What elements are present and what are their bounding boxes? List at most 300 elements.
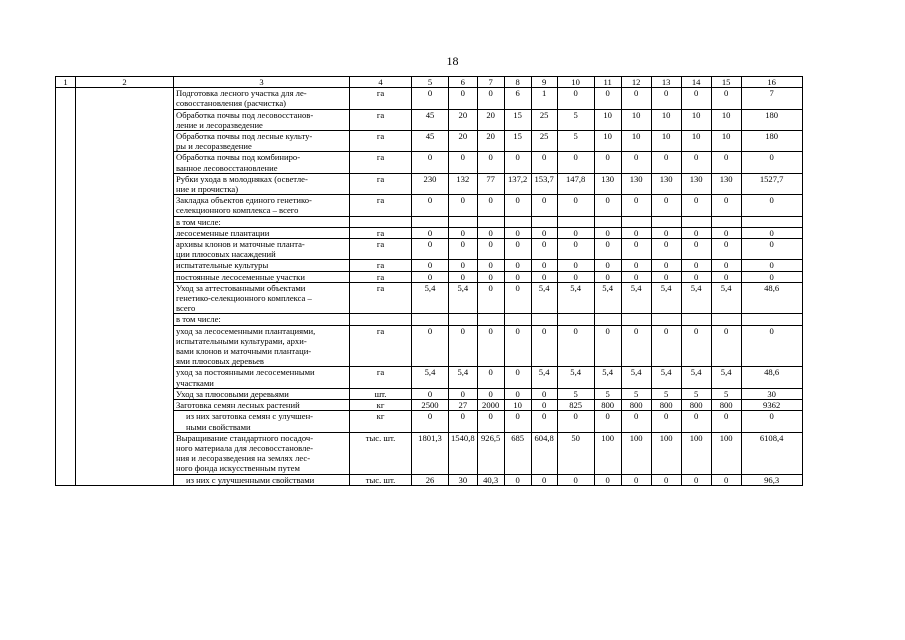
row-value: 10 xyxy=(651,131,681,152)
row-value: 5 xyxy=(621,388,651,399)
row-value: 0 xyxy=(412,195,449,216)
row-value: 0 xyxy=(621,152,651,173)
row-value: 0 xyxy=(651,271,681,282)
row-total: 96,3 xyxy=(741,474,802,485)
row-value: 10 xyxy=(711,131,741,152)
row-value: 0 xyxy=(711,88,741,109)
row-value: 0 xyxy=(531,152,557,173)
row-label: Обработка почвы под лесные культу- ры и лесоразведение xyxy=(174,131,350,152)
row-value: 0 xyxy=(711,239,741,260)
row-value: 0 xyxy=(621,474,651,485)
row-value: 800 xyxy=(621,400,651,411)
row-value: 0 xyxy=(594,325,621,367)
row-value: 0 xyxy=(557,152,594,173)
row-value: 5,4 xyxy=(681,367,711,388)
column-number: 5 xyxy=(412,77,449,88)
row-value: 0 xyxy=(557,260,594,271)
row-value: 0 xyxy=(594,271,621,282)
row-value: 5,4 xyxy=(449,282,478,314)
row-value: 0 xyxy=(412,88,449,109)
row-value xyxy=(412,314,449,325)
row-value: 0 xyxy=(477,152,504,173)
row-value: 0 xyxy=(651,152,681,173)
row-value: 5,4 xyxy=(412,367,449,388)
column-number: 4 xyxy=(350,77,412,88)
row-value: 50 xyxy=(557,432,594,474)
row-value: 77 xyxy=(477,173,504,194)
row-label: из них с улучшенными свойствами xyxy=(174,474,350,485)
row-unit: га xyxy=(350,131,412,152)
row-unit: га xyxy=(350,239,412,260)
row-value: 2500 xyxy=(412,400,449,411)
row-unit: га xyxy=(350,88,412,109)
row-value: 0 xyxy=(681,411,711,432)
row-value: 1540,8 xyxy=(449,432,478,474)
row-value: 0 xyxy=(412,239,449,260)
row-value: 5,4 xyxy=(621,367,651,388)
row-value: 100 xyxy=(711,432,741,474)
row-total: 6108,4 xyxy=(741,432,802,474)
row-value: 147,8 xyxy=(557,173,594,194)
row-unit: га xyxy=(350,367,412,388)
row-value: 800 xyxy=(651,400,681,411)
row-value: 0 xyxy=(477,195,504,216)
row-label: Уход за аттестованными объектами генетико-селекционного комплекса – всего xyxy=(174,282,350,314)
row-total: 0 xyxy=(741,271,802,282)
column-number: 14 xyxy=(681,77,711,88)
row-value xyxy=(711,314,741,325)
row-value: 0 xyxy=(681,195,711,216)
row-value: 10 xyxy=(681,131,711,152)
row-value: 0 xyxy=(449,260,478,271)
row-value: 0 xyxy=(531,271,557,282)
row-value xyxy=(651,216,681,227)
page-number: 18 xyxy=(446,54,459,68)
row-value: 0 xyxy=(477,227,504,238)
row-value: 0 xyxy=(412,152,449,173)
row-value: 604,8 xyxy=(531,432,557,474)
row-value: 0 xyxy=(449,152,478,173)
row-value xyxy=(449,216,478,227)
row-unit: га xyxy=(350,152,412,173)
row-value: 0 xyxy=(449,195,478,216)
row-value: 137,2 xyxy=(504,173,531,194)
row-unit: га xyxy=(350,325,412,367)
row-value: 5,4 xyxy=(651,367,681,388)
row-value: 10 xyxy=(594,131,621,152)
row-value: 20 xyxy=(477,131,504,152)
row-value: 0 xyxy=(651,474,681,485)
row-value: 0 xyxy=(504,411,531,432)
row-value: 5,4 xyxy=(594,367,621,388)
row-value: 45 xyxy=(412,109,449,130)
row-value: 0 xyxy=(449,227,478,238)
row-value xyxy=(531,216,557,227)
row-value xyxy=(412,216,449,227)
row-unit: га xyxy=(350,271,412,282)
row-value: 0 xyxy=(531,325,557,367)
row-value: 0 xyxy=(477,325,504,367)
row-total xyxy=(741,314,802,325)
row-unit: га xyxy=(350,227,412,238)
row-value: 130 xyxy=(594,173,621,194)
row-value: 0 xyxy=(594,474,621,485)
row-value: 0 xyxy=(477,367,504,388)
row-value: 0 xyxy=(557,411,594,432)
row-value: 0 xyxy=(504,227,531,238)
row-value xyxy=(557,314,594,325)
row-value: 0 xyxy=(594,239,621,260)
row-value: 0 xyxy=(711,227,741,238)
row-value: 10 xyxy=(594,109,621,130)
row-value: 26 xyxy=(412,474,449,485)
row-label: лесосеменные плантации xyxy=(174,227,350,238)
row-value: 0 xyxy=(681,88,711,109)
row-value xyxy=(621,216,651,227)
row-value: 0 xyxy=(412,227,449,238)
row-total: 0 xyxy=(741,195,802,216)
row-label: Уход за плюсовыми деревьями xyxy=(174,388,350,399)
row-value: 0 xyxy=(681,325,711,367)
row-unit: тыс. шт. xyxy=(350,474,412,485)
col2-cell xyxy=(76,88,174,486)
row-value: 130 xyxy=(621,173,651,194)
row-unit: кг xyxy=(350,400,412,411)
row-label: уход за постоянными лесосеменными участками xyxy=(174,367,350,388)
row-value: 0 xyxy=(711,195,741,216)
row-value: 685 xyxy=(504,432,531,474)
row-value: 0 xyxy=(681,227,711,238)
row-value: 25 xyxy=(531,109,557,130)
row-total: 1527,7 xyxy=(741,173,802,194)
row-value: 20 xyxy=(449,109,478,130)
row-label: уход за лесосеменными плантациями, испытательными культурами, архи- вами клонов и маточными плантаци- ями плюсовых деревьев xyxy=(174,325,350,367)
row-total: 180 xyxy=(741,109,802,130)
row-unit: га xyxy=(350,195,412,216)
row-value: 0 xyxy=(504,388,531,399)
row-value: 1801,3 xyxy=(412,432,449,474)
row-value: 0 xyxy=(531,400,557,411)
row-value: 0 xyxy=(594,227,621,238)
row-value: 5 xyxy=(557,109,594,130)
row-value: 0 xyxy=(504,474,531,485)
row-value: 0 xyxy=(449,388,478,399)
row-value: 0 xyxy=(531,474,557,485)
row-label: в том числе: xyxy=(174,216,350,227)
row-value: 5 xyxy=(681,388,711,399)
row-label: Обработка почвы под комбиниро- ванное лесовосстановление xyxy=(174,152,350,173)
column-number: 11 xyxy=(594,77,621,88)
row-value: 0 xyxy=(531,239,557,260)
row-value xyxy=(651,314,681,325)
column-number: 2 xyxy=(76,77,174,88)
row-value: 5 xyxy=(651,388,681,399)
row-total: 0 xyxy=(741,152,802,173)
row-value: 130 xyxy=(681,173,711,194)
row-value: 0 xyxy=(504,152,531,173)
row-value xyxy=(681,216,711,227)
row-value: 0 xyxy=(681,474,711,485)
row-value: 15 xyxy=(504,109,531,130)
row-total xyxy=(741,216,802,227)
row-label: испытательные культуры xyxy=(174,260,350,271)
row-value: 0 xyxy=(531,388,557,399)
row-value: 0 xyxy=(651,195,681,216)
row-value: 0 xyxy=(557,239,594,260)
row-value: 0 xyxy=(449,271,478,282)
row-value: 0 xyxy=(651,88,681,109)
row-value: 0 xyxy=(651,227,681,238)
row-unit: шт. xyxy=(350,388,412,399)
row-value: 5 xyxy=(557,131,594,152)
row-value: 0 xyxy=(711,325,741,367)
row-value: 5,4 xyxy=(412,282,449,314)
row-value: 0 xyxy=(477,260,504,271)
row-value: 0 xyxy=(681,239,711,260)
row-label: Рубки ухода в молодняках (осветле- ние и прочистка) xyxy=(174,173,350,194)
table-body xyxy=(56,88,803,486)
row-value: 0 xyxy=(412,411,449,432)
row-total: 180 xyxy=(741,131,802,152)
row-value: 0 xyxy=(531,260,557,271)
row-value: 5,4 xyxy=(651,282,681,314)
row-label: Обработка почвы под лесовосстанов- ление и лесоразведение xyxy=(174,109,350,130)
row-value: 5,4 xyxy=(681,282,711,314)
row-unit: кг xyxy=(350,411,412,432)
row-value: 800 xyxy=(681,400,711,411)
row-value: 0 xyxy=(557,227,594,238)
row-value: 0 xyxy=(504,260,531,271)
row-value: 0 xyxy=(531,411,557,432)
row-value: 5,4 xyxy=(557,282,594,314)
column-number: 6 xyxy=(449,77,478,88)
row-value: 0 xyxy=(557,325,594,367)
row-value xyxy=(681,314,711,325)
row-value: 5,4 xyxy=(557,367,594,388)
row-value: 5,4 xyxy=(621,282,651,314)
row-value: 25 xyxy=(531,131,557,152)
row-value xyxy=(531,314,557,325)
row-value: 5,4 xyxy=(711,367,741,388)
row-value: 0 xyxy=(621,325,651,367)
row-value: 0 xyxy=(594,260,621,271)
row-total: 0 xyxy=(741,411,802,432)
row-value: 0 xyxy=(621,260,651,271)
row-value: 0 xyxy=(711,260,741,271)
row-value: 0 xyxy=(621,88,651,109)
row-value xyxy=(449,314,478,325)
row-label: Заготовка семян лесных растений xyxy=(174,400,350,411)
row-value: 0 xyxy=(621,411,651,432)
row-value: 0 xyxy=(412,271,449,282)
row-value: 0 xyxy=(477,271,504,282)
row-value: 5 xyxy=(711,388,741,399)
row-value: 5 xyxy=(594,388,621,399)
row-value xyxy=(477,314,504,325)
row-value xyxy=(557,216,594,227)
row-value: 15 xyxy=(504,131,531,152)
column-number: 8 xyxy=(504,77,531,88)
row-value: 10 xyxy=(621,109,651,130)
row-value xyxy=(504,314,531,325)
row-total: 48,6 xyxy=(741,367,802,388)
row-value: 0 xyxy=(711,411,741,432)
row-value: 1 xyxy=(531,88,557,109)
row-value: 230 xyxy=(412,173,449,194)
row-value: 132 xyxy=(449,173,478,194)
row-value xyxy=(711,216,741,227)
row-value: 10 xyxy=(651,109,681,130)
row-value: 0 xyxy=(412,325,449,367)
row-value: 0 xyxy=(504,282,531,314)
row-value: 0 xyxy=(477,411,504,432)
row-value: 0 xyxy=(711,474,741,485)
row-value: 0 xyxy=(621,227,651,238)
row-value: 0 xyxy=(449,411,478,432)
row-value: 5,4 xyxy=(449,367,478,388)
row-value: 0 xyxy=(711,271,741,282)
row-value: 27 xyxy=(449,400,478,411)
row-total: 9362 xyxy=(741,400,802,411)
row-unit: тыс. шт. xyxy=(350,432,412,474)
row-value xyxy=(594,216,621,227)
row-label: постоянные лесосеменные участки xyxy=(174,271,350,282)
row-unit: га xyxy=(350,173,412,194)
row-value: 0 xyxy=(477,388,504,399)
column-number: 7 xyxy=(477,77,504,88)
row-value: 10 xyxy=(711,109,741,130)
row-value: 0 xyxy=(651,411,681,432)
row-value: 5,4 xyxy=(531,367,557,388)
row-value xyxy=(621,314,651,325)
row-value: 45 xyxy=(412,131,449,152)
row-total: 0 xyxy=(741,227,802,238)
row-label: в том числе: xyxy=(174,314,350,325)
row-value: 2000 xyxy=(477,400,504,411)
forestry-measures-table xyxy=(55,76,803,486)
row-label: Закладка объектов единого генетико- селекционного комплекса – всего xyxy=(174,195,350,216)
row-value: 30 xyxy=(449,474,478,485)
row-value xyxy=(477,216,504,227)
column-number-row xyxy=(56,77,803,88)
row-value: 0 xyxy=(651,260,681,271)
row-value: 0 xyxy=(531,195,557,216)
row-value: 0 xyxy=(594,195,621,216)
column-number: 13 xyxy=(651,77,681,88)
row-value: 0 xyxy=(412,388,449,399)
row-value: 0 xyxy=(557,195,594,216)
row-value: 5 xyxy=(557,388,594,399)
row-value: 6 xyxy=(504,88,531,109)
col1-cell xyxy=(56,88,76,486)
row-total: 0 xyxy=(741,239,802,260)
row-value: 0 xyxy=(594,152,621,173)
column-number: 1 xyxy=(56,77,76,88)
row-value: 100 xyxy=(681,432,711,474)
column-number: 12 xyxy=(621,77,651,88)
row-label: Выращивание стандартного посадоч- ного материала для лесовосстановле- ния и лесоразведения на землях лес- ного фонда искусственным путем xyxy=(174,432,350,474)
row-value: 5,4 xyxy=(594,282,621,314)
row-value: 0 xyxy=(557,88,594,109)
row-value: 0 xyxy=(651,239,681,260)
row-value: 10 xyxy=(681,109,711,130)
row-value: 0 xyxy=(557,474,594,485)
row-value: 100 xyxy=(651,432,681,474)
row-value: 800 xyxy=(594,400,621,411)
row-value: 0 xyxy=(449,325,478,367)
row-value: 0 xyxy=(621,239,651,260)
row-unit xyxy=(350,216,412,227)
row-value: 0 xyxy=(681,152,711,173)
row-value: 20 xyxy=(477,109,504,130)
row-value: 0 xyxy=(504,367,531,388)
row-value: 130 xyxy=(711,173,741,194)
row-unit: га xyxy=(350,260,412,271)
row-value: 0 xyxy=(477,239,504,260)
row-value: 825 xyxy=(557,400,594,411)
row-value: 0 xyxy=(504,325,531,367)
row-value: 0 xyxy=(594,411,621,432)
row-total: 0 xyxy=(741,260,802,271)
row-total: 48,6 xyxy=(741,282,802,314)
row-value: 10 xyxy=(504,400,531,411)
row-value: 0 xyxy=(504,239,531,260)
row-label: из них заготовка семян с улучшен- ными свойствами xyxy=(174,411,350,432)
row-value: 0 xyxy=(711,152,741,173)
row-label: архивы клонов и маточные планта- ции плюсовых насаждений xyxy=(174,239,350,260)
row-value: 0 xyxy=(621,195,651,216)
row-unit: га xyxy=(350,282,412,314)
row-value: 0 xyxy=(504,195,531,216)
row-value xyxy=(594,314,621,325)
row-value: 5,4 xyxy=(711,282,741,314)
row-value: 0 xyxy=(681,260,711,271)
row-value: 0 xyxy=(412,260,449,271)
column-number: 16 xyxy=(741,77,802,88)
row-value: 0 xyxy=(557,271,594,282)
row-value: 800 xyxy=(711,400,741,411)
row-value: 153,7 xyxy=(531,173,557,194)
row-value: 0 xyxy=(449,88,478,109)
column-number: 3 xyxy=(174,77,350,88)
row-label: Подготовка лесного участка для ле- совосстановления (расчистка) xyxy=(174,88,350,109)
row-total: 7 xyxy=(741,88,802,109)
row-unit: га xyxy=(350,109,412,130)
row-value: 0 xyxy=(477,282,504,314)
row-value: 40,3 xyxy=(477,474,504,485)
row-value: 0 xyxy=(477,88,504,109)
row-total: 30 xyxy=(741,388,802,399)
row-total: 0 xyxy=(741,325,802,367)
row-value: 130 xyxy=(651,173,681,194)
row-value: 0 xyxy=(651,325,681,367)
row-value: 20 xyxy=(449,131,478,152)
row-value: 0 xyxy=(621,271,651,282)
row-value: 0 xyxy=(531,227,557,238)
row-value: 0 xyxy=(449,239,478,260)
row-value: 100 xyxy=(594,432,621,474)
row-value xyxy=(504,216,531,227)
column-number: 9 xyxy=(531,77,557,88)
row-unit xyxy=(350,314,412,325)
table-row xyxy=(56,88,803,109)
column-number: 10 xyxy=(557,77,594,88)
column-number: 15 xyxy=(711,77,741,88)
row-value: 926,5 xyxy=(477,432,504,474)
row-value: 0 xyxy=(504,271,531,282)
row-value: 0 xyxy=(681,271,711,282)
row-value: 10 xyxy=(621,131,651,152)
